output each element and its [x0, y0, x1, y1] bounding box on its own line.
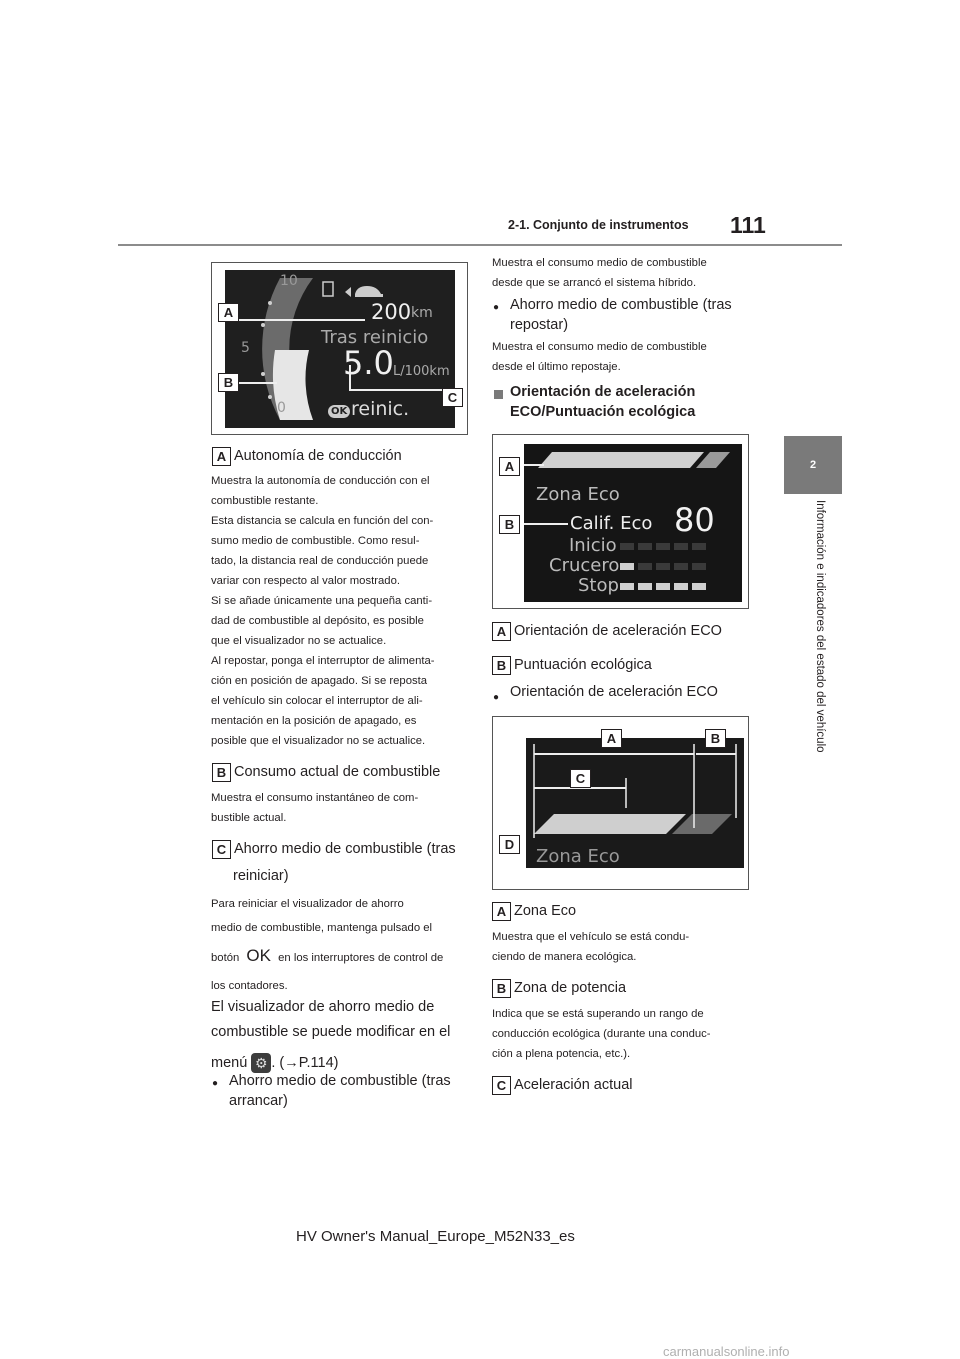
label-a: A	[492, 902, 511, 921]
item-b-heading	[212, 761, 440, 783]
note-paragraph	[211, 995, 450, 1076]
eco-score-value: 80	[674, 501, 715, 539]
callout-b: B	[218, 373, 239, 392]
text-line: Si se añade únicamente una pequeña canti-	[211, 595, 433, 607]
text-line	[211, 944, 443, 970]
item-ra-title: Orientación de aceleración ECO	[514, 623, 722, 639]
text-line: Muestra el consumo medio de combustible	[492, 257, 707, 269]
text-line: Indica que se está superando un rango de	[492, 1008, 704, 1020]
item-c-paragraph	[211, 892, 443, 998]
header-rule	[118, 244, 842, 246]
text-line: conducción ecológica (durante una conduc-	[492, 1028, 711, 1040]
callout-b: B	[499, 515, 520, 534]
text-line: posible que el visualizador no se actualice.	[211, 735, 426, 747]
figure-fuel-display	[211, 262, 468, 435]
text-line: desde que se arrancó el sistema híbrido.	[492, 277, 697, 289]
text-line: arrancar)	[229, 1093, 288, 1109]
text-line: Muestra el consumo medio de combustible	[492, 341, 707, 353]
text-line: Esta distancia se calcula en función del con-	[211, 515, 434, 527]
callout-b: B	[705, 729, 726, 748]
text-line: Muestra el consumo instantáneo de com-	[211, 792, 419, 804]
callout-a: A	[218, 303, 239, 322]
scale-5: 5	[241, 340, 250, 356]
reset-label: reinic.	[351, 398, 410, 420]
eco-score-screen	[524, 444, 742, 602]
watermark: carmanualsonline.info	[663, 1344, 790, 1359]
settings-gear-icon: ⚙	[251, 1053, 271, 1073]
text-line: Para reiniciar el visualizador de ahorro	[211, 898, 404, 910]
text-line: Al repostar, ponga el interruptor de alimenta-	[211, 655, 435, 667]
bullet-eco-guidance	[510, 680, 718, 705]
item-zc-title: Aceleración actual	[514, 1077, 633, 1093]
item-a-paragraph-3	[211, 591, 435, 751]
text-fragment: en los interruptores de control de	[278, 952, 444, 964]
item-c-title: Ahorro medio de combustible (tras	[234, 841, 456, 857]
bullet-tras-arrancar	[229, 1071, 451, 1111]
chapter-tab	[784, 436, 842, 494]
item-a-title: Autonomía de conducción	[234, 448, 402, 464]
text-line: bustible actual.	[211, 812, 287, 824]
callout-a: A	[601, 729, 622, 748]
text-line: que el visualizador no se actualice.	[211, 635, 387, 647]
text-fragment: menú	[211, 1055, 248, 1071]
footer: HV Owner's Manual_Europe_M52N33_es	[296, 1228, 575, 1245]
text-line: ción en posición de apagado. Si se reposta	[211, 675, 428, 687]
text-line: combustible restante.	[211, 495, 319, 507]
item-zb-title: Zona de potencia	[514, 980, 627, 996]
scale-10: 10	[280, 273, 298, 289]
section-title: 2-1. Conjunto de instrumentos	[508, 218, 689, 232]
text-line: repostar)	[510, 317, 569, 333]
tras-repostar-paragraph	[492, 337, 707, 377]
text-line: combustible se puede modificar en el	[211, 1024, 451, 1040]
bullet-tras-repostar	[510, 295, 732, 335]
item-c-heading-cont: reiniciar)	[233, 868, 289, 884]
tras-arrancar-paragraph	[492, 253, 707, 293]
page-number: 111	[730, 212, 766, 238]
text-line: desde el último repostaje.	[492, 361, 621, 373]
label-c: C	[492, 1076, 511, 1095]
label-b: B	[492, 979, 511, 998]
fuel-display-screen	[225, 270, 455, 428]
callout-a: A	[499, 457, 520, 476]
item-za-paragraph	[492, 927, 689, 967]
text-line: Muestra la autonomía de conducción con el	[211, 475, 430, 487]
label-c: C	[212, 840, 231, 859]
label-a: A	[212, 447, 231, 466]
item-a-heading	[212, 445, 402, 467]
zona-eco-label: Zona Eco	[536, 484, 620, 505]
stop-label: Stop	[578, 575, 619, 596]
text-line: los contadores.	[211, 980, 288, 992]
average-value: 5.0	[343, 344, 394, 382]
item-c-heading	[212, 838, 456, 860]
item-rb-heading	[492, 654, 652, 676]
ok-badge: OK	[328, 405, 350, 418]
range-value: 200	[371, 300, 412, 324]
zona-eco-label: Zona Eco	[536, 846, 620, 867]
label-b: B	[212, 763, 231, 782]
text-line: sumo medio de combustible. Como resul-	[211, 535, 420, 547]
text-line: medio de combustible, mantenga pulsado el	[211, 922, 433, 934]
text-line: Ahorro medio de combustible (tras	[229, 1073, 451, 1089]
range-unit: km	[411, 305, 433, 321]
text-line: Ahorro medio de combustible (tras	[510, 297, 732, 313]
chapter-number: 2	[809, 459, 817, 471]
callout-c: C	[570, 769, 591, 788]
label-a: A	[492, 622, 511, 641]
calif-eco-label: Calif. Eco	[570, 513, 653, 534]
inicio-label: Inicio	[569, 535, 617, 556]
text-fragment: botón	[211, 952, 240, 964]
text-line: ción a plena potencia, etc.).	[492, 1048, 631, 1060]
text-line: El visualizador de ahorro medio de	[211, 999, 435, 1015]
ok-button-symbol: OK	[246, 946, 271, 965]
item-zc-heading	[492, 1074, 633, 1096]
text-line: ciendo de manera ecológica.	[492, 951, 637, 963]
item-a-paragraph-2	[211, 511, 433, 591]
section-heading-eco	[510, 382, 695, 422]
label-b: B	[492, 656, 511, 675]
mode-label: Tras reinicio	[321, 327, 429, 348]
text-fragment: . (→P.114)	[271, 1055, 339, 1071]
item-za-title: Zona Eco	[514, 903, 577, 919]
average-unit: L/100km	[393, 364, 450, 379]
figure-eco-score	[492, 434, 749, 609]
item-b-title: Consumo actual de combustible	[234, 764, 441, 780]
text-line: Orientación de aceleración ECO	[510, 684, 718, 700]
item-zb-heading	[492, 977, 626, 999]
scale-0: 0	[277, 400, 286, 416]
eco-zone-screen	[526, 738, 744, 868]
item-rb-title: Puntuación ecológica	[514, 657, 652, 673]
text-line: mentación en la posición de apagado, es	[211, 715, 417, 727]
callout-c: C	[442, 388, 463, 407]
item-zb-paragraph	[492, 1004, 711, 1064]
text-line: el vehículo sin colocar el interruptor de ali-	[211, 695, 423, 707]
chapter-title: Información e indicadores del estado del vehículo	[814, 500, 826, 753]
figure-eco-zone	[492, 716, 749, 890]
text-line: variar con respecto al valor mostrado.	[211, 575, 400, 587]
callout-d: D	[499, 835, 520, 854]
text-line: dad de combustible al depósito, es posible	[211, 615, 424, 627]
item-ra-heading	[492, 620, 722, 642]
item-za-heading	[492, 900, 576, 922]
item-a-paragraph-1	[211, 471, 430, 511]
item-b-paragraph	[211, 788, 418, 828]
text-line: ECO/Puntuación ecológica	[510, 404, 696, 420]
text-line: Orientación de aceleración	[510, 384, 696, 400]
crucero-label: Crucero	[549, 555, 620, 576]
text-line: tado, la distancia real de conducción puede	[211, 555, 429, 567]
text-line: Muestra que el vehículo se está condu-	[492, 931, 690, 943]
